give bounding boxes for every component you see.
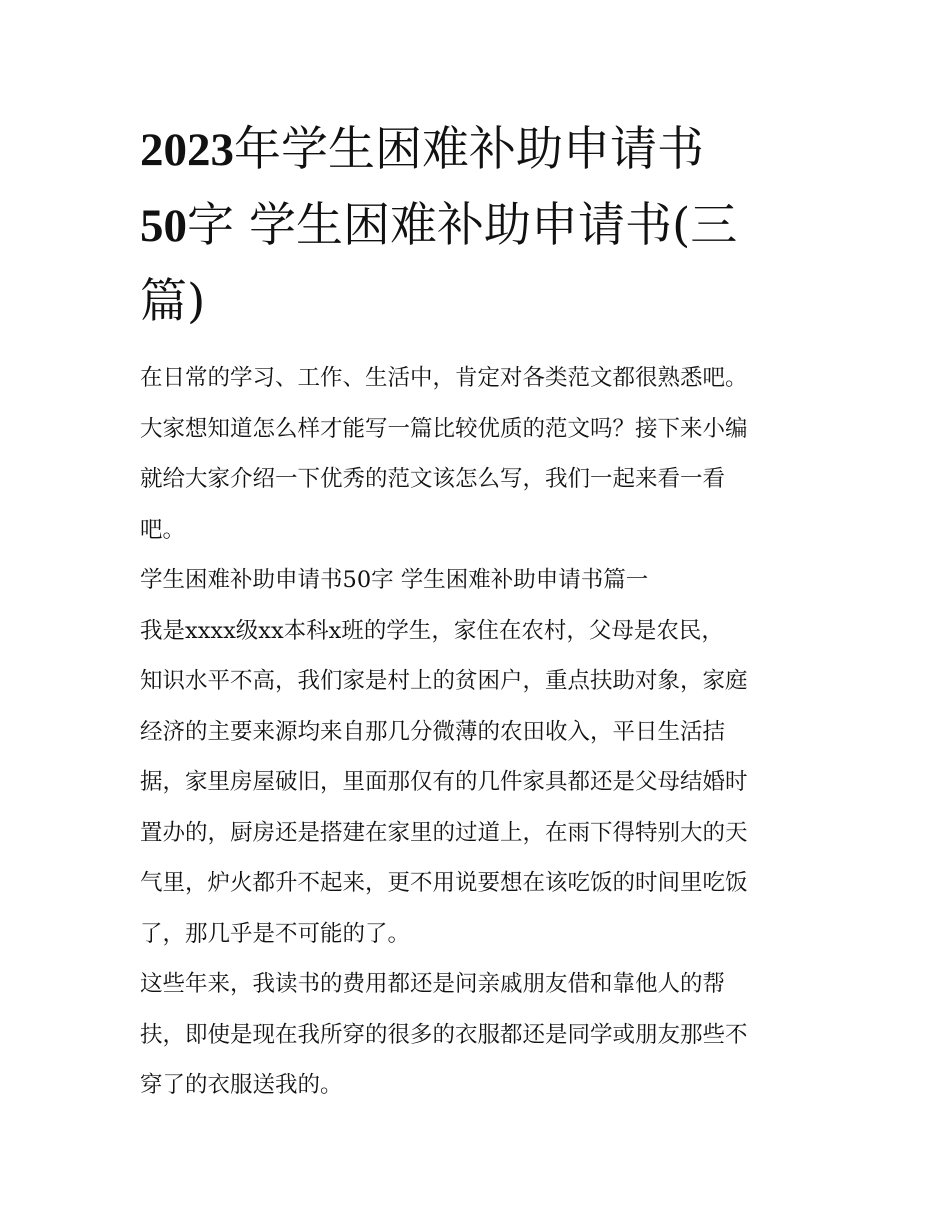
text-line: 穿了的衣服送我的。 [140,1072,343,1098]
intro-paragraph [140,353,820,555]
text-line: 吧。 [140,516,186,543]
section-heading [140,555,820,606]
text-line: 了，那几乎是不可能的了。 [140,920,411,947]
title-line-1: 2023年学生困难补助申请书 [140,122,704,177]
text-line: 扶，即使是现在我所穿的很多的衣服都还是同学或朋友那些不 [140,1021,748,1048]
title-line-2: 50字 学生困难补助申请书(三 [140,198,738,253]
body-paragraph [140,606,820,960]
body-paragraph [140,959,820,1111]
text-line: 知识水平不高，我们家是村上的贫困户，重点扶助对象，家庭 [140,668,748,694]
text-line: 我是xxxx级xx本科x班的学生，家住在农村，父母是农民， [140,617,724,644]
text-line: 气里，炉火都升不起来，更不用说要想在该吃饭的时间里吃饭 [140,870,748,896]
text-line: 这些年来，我读书的费用都还是问亲戚朋友借和靠他人的帮 [140,971,726,997]
title-line-3: 篇) [140,274,206,329]
document-title [140,112,820,340]
text-line: 就给大家介绍一下优秀的范文该怎么写，我们一起来看一看 [140,466,726,492]
text-line: 据，家里房屋破旧，里面那仅有的几件家具都还是父母结婚时 [140,769,748,795]
text-line: 经济的主要来源均来自那几分微薄的农田收入，平日生活拮 [140,718,726,745]
document-body [140,353,820,1111]
document-page [140,112,820,1111]
text-line: 在日常的学习、工作、生活中，肯定对各类范文都很熟悉吧。 [140,365,748,391]
text-line: 学生困难补助申请书50字 学生困难补助申请书篇一 [140,567,649,593]
text-line: 大家想知道怎么样才能写一篇比较优质的范文吗？接下来小编 [140,415,748,442]
text-line: 置办的，厨房还是搭建在家里的过道上，在雨下得特别大的天 [140,819,748,846]
